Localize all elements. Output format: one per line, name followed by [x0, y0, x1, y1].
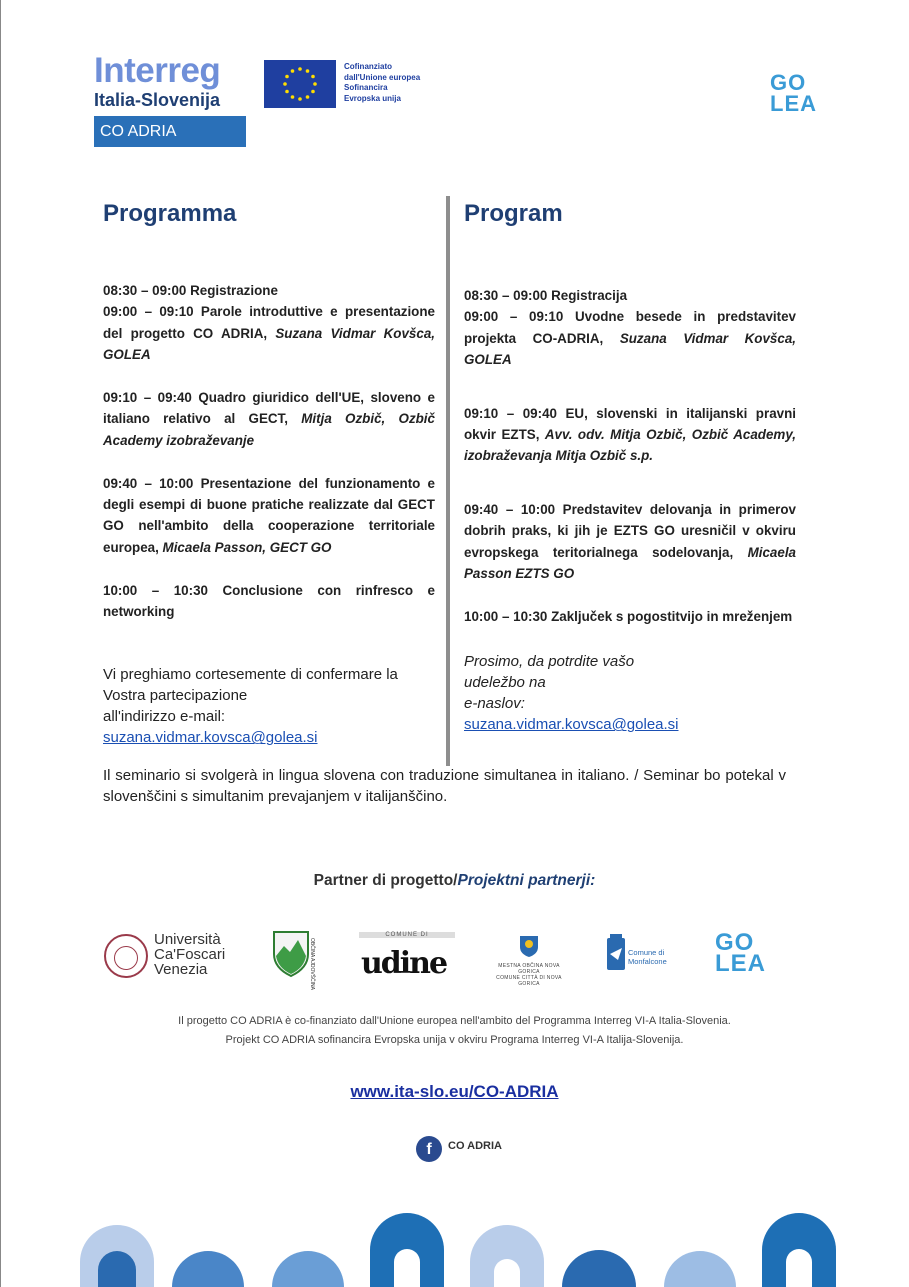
udine-label: COMUNE DI	[359, 932, 455, 938]
interreg-logo	[94, 51, 246, 147]
eu-flag-icon	[264, 60, 336, 108]
eu-text-line: Cofinanziato	[344, 62, 392, 71]
programme-title-it: Programma	[103, 200, 237, 227]
ajdovscina-name: OBČINA AJDOVŠČINA	[309, 938, 315, 990]
partners-title	[0, 872, 909, 890]
agenda-item	[464, 499, 796, 585]
eu-star-icon	[298, 97, 302, 101]
confirm-line: e-naslov:	[464, 695, 525, 713]
agenda-text: 09:10 – 09:40 Quadro giuridico dell'UE, sloveno e italiano relativo al GECT,	[103, 390, 435, 427]
nova-gorica-logo	[494, 934, 564, 987]
agenda-text: 10:00 – 10:30 Conclusione con rinfresco e networking	[103, 582, 435, 620]
agenda-item	[103, 280, 435, 301]
agenda-text: 09:40 – 10:00 Predstavitev delovanja in primerov dobrih praks, ki jih je EZTS GO uresničil v okviru evropskega teritorialnega sodelovanja,	[464, 501, 796, 560]
website	[0, 1082, 909, 1102]
golea-lea: LEA	[715, 950, 766, 977]
monfalcone-logo	[606, 934, 667, 979]
agenda-speaker: Suzana Vidmar Kovšca, GOLEA	[464, 330, 796, 368]
golea-logo	[770, 72, 817, 114]
column-divider	[446, 196, 450, 766]
facebook-icon[interactable]: f	[416, 1136, 442, 1162]
eu-text-line: Evropska unija	[344, 93, 401, 103]
foscari-line: Università	[154, 931, 221, 948]
eu-star-icon	[291, 95, 295, 99]
agenda-item	[103, 580, 435, 623]
partners-title-it: Partner di progetto/	[313, 872, 458, 889]
agenda-item	[464, 285, 796, 306]
eu-star-icon	[306, 69, 310, 73]
agenda-item	[103, 301, 435, 365]
website-link[interactable]: www.ita-slo.eu/CO-ADRIA	[350, 1082, 559, 1101]
golea-partner-logo	[715, 929, 766, 977]
programme-italian	[103, 196, 435, 748]
udine-logo	[359, 932, 455, 981]
agenda-text: 09:10 – 09:40 EU, slovenski in italijanski pravni okvir EZTS,	[464, 405, 796, 443]
eu-star-icon	[291, 69, 295, 73]
cofinancing-it: Il progetto CO ADRIA è co-finanziato dall'Unione europea nell'ambito del Programma Interreg VI-A Italia-Slovenia.	[178, 1015, 731, 1027]
eu-cofinancing-text	[344, 62, 420, 104]
agenda-text: 09:00 – 09:10 Uvodne besede in predstavitev projekta CO-ADRIA,	[464, 309, 796, 346]
project-name-bar: CO ADRIA	[94, 116, 246, 147]
confirm-line: udeležbo na	[464, 674, 546, 692]
language-note: Il seminario si svolgerà in lingua slovena con traduzione simultanea in italiano. / Seminar bo potekal v slovenščini s simultanim prevajanjem v italijanščino.	[103, 767, 786, 805]
agenda-speaker: Avv. odv. Mitja Ozbič, Ozbič Academy, izobraževanja Mitja Ozbič s.p.	[464, 427, 796, 464]
agenda-speaker: Micaela Passon, GECT GO	[162, 539, 332, 555]
ca-foscari-name	[154, 932, 225, 977]
facebook-label[interactable]: CO ADRIA	[448, 1140, 502, 1152]
agenda-speaker: Mitja Ozbič, Ozbič Academy izobraževanje	[103, 411, 435, 448]
confirm-line: all'indirizzo e-mail:	[103, 708, 226, 726]
udine-word: udine	[361, 946, 447, 981]
agenda-item	[464, 306, 796, 370]
decorative-arches	[0, 1210, 909, 1287]
eu-text-line: Sofinancira	[344, 83, 388, 92]
confirmation-request-sl	[464, 651, 796, 735]
eu-star-icon	[285, 75, 289, 79]
nova-gorica-name-it: COMUNE CITTÀ DI NOVA GORICA	[496, 975, 562, 987]
agenda-item	[464, 403, 796, 467]
agenda-item	[464, 606, 796, 627]
nova-gorica-crest-icon	[517, 934, 541, 958]
foscari-line: Ca'Foscari	[154, 946, 226, 963]
interreg-subtitle: Italia-Slovenija	[94, 90, 221, 110]
confirm-line: Vostra partecipazione	[103, 687, 248, 705]
eu-star-icon	[283, 82, 287, 86]
eu-star-icon	[313, 82, 317, 86]
agenda-text: 08:30 – 09:00 Registracija	[464, 288, 628, 303]
programme-title-sl: Program	[464, 200, 563, 227]
eu-text-line: dall'Unione europea	[344, 72, 421, 82]
agenda-item	[103, 473, 435, 559]
monfalcone-crest-icon	[606, 934, 628, 974]
eu-star-icon	[285, 90, 289, 94]
confirmation-request-it	[103, 664, 435, 748]
interreg-wordmark: Interreg	[94, 51, 221, 90]
eu-star-icon	[311, 75, 315, 79]
confirm-line: Vi preghiamo cortesemente di confermare la	[103, 666, 398, 684]
monfalcone-name	[628, 948, 667, 966]
email-link-sl[interactable]: suzana.vidmar.kovsca@golea.si	[464, 716, 679, 734]
partners-title-sl: Projektni partnerji:	[457, 872, 596, 889]
ajdovscina-crest-icon	[270, 928, 315, 990]
agenda-text: 09:40 – 10:00 Presentazione del funzionamento e degli esempi di buone pratiche realizzate dal GECT GO nell'ambito della cooperazione territoriale europea,	[103, 475, 435, 555]
agenda-text: 09:00 – 09:10 Parole introduttive e presentazione del progetto CO ADRIA,	[103, 304, 435, 341]
eu-star-icon	[298, 67, 302, 71]
monfalcone-line: Monfalcone	[628, 957, 667, 966]
foscari-line: Venezia	[154, 961, 208, 978]
golea-go: GO	[715, 929, 755, 956]
agenda-item	[103, 387, 435, 451]
eu-star-icon	[306, 95, 310, 99]
confirm-line: Prosimo, da potrdite vašo	[464, 653, 635, 671]
agenda-speaker: Micaela Passon EZTS GO	[464, 544, 796, 582]
eu-star-icon	[311, 90, 315, 94]
cofinancing-sl: Projekt CO ADRIA sofinancira Evropska unija v okviru Programa Interreg VI-A Italija-Slovenija.	[225, 1034, 684, 1046]
golea-go: GO	[770, 70, 807, 95]
email-link-it[interactable]: suzana.vidmar.kovsca@golea.si	[103, 729, 318, 747]
golea-lea: LEA	[770, 91, 817, 116]
agenda-text: 10:00 – 10:30 Zaključek s pogostitvijo in mreženjem	[464, 608, 793, 624]
ca-foscari-seal-icon	[104, 934, 148, 978]
monfalcone-line: Comune di	[628, 948, 665, 957]
programme-slovenian	[464, 196, 796, 735]
agenda-text: 08:30 – 09:00 Registrazione	[103, 283, 278, 298]
cofinancing-statement	[0, 1012, 909, 1050]
agenda-speaker: Suzana Vidmar Kovšca, GOLEA	[103, 325, 435, 363]
nova-gorica-name: MESTNA OBČINA NOVA GORICA	[498, 963, 560, 975]
